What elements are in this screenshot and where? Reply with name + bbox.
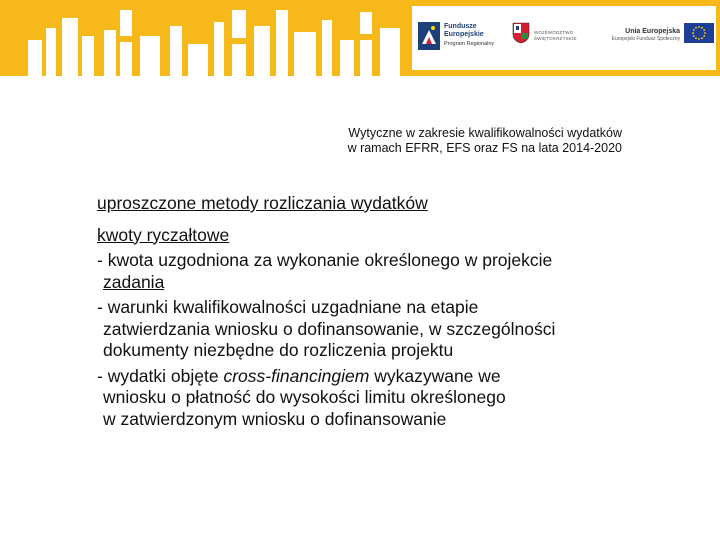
document-title [348,126,622,156]
logos-panel [412,6,716,70]
region-text [534,30,577,41]
fundusze-europejskie-text [444,23,494,48]
list-item-line: zatwierdzania wniosku o dofinansowanie, w szczególności [103,318,556,339]
section-heading: uproszczone metody rozliczania wydatków [97,193,428,213]
unia-europejska-logo [598,22,712,56]
fundusze-europejskie-logo [418,18,508,58]
list-item-line: w zatwierdzonym wniosku o dofinansowanie [103,408,447,429]
list-item [97,297,637,362]
ue-text [598,27,680,43]
coat-of-arms-icon [512,22,530,44]
document-title-line2: w ramach EFRR, EFS oraz FS na lata 2014-2020 [347,141,622,155]
list-item [97,250,637,293]
ue-line1: Unia Europejska [625,28,680,35]
subsection-heading: kwoty ryczałtowe [97,224,230,245]
slide-content [97,193,637,434]
fe-line3: Program Regionalny [444,41,495,47]
eu-flag-icon [684,23,714,43]
list-item-line: - kwota uzgodniona za wykonanie określonego w projekcie [97,250,553,270]
fe-line2: Europejskie [444,31,484,38]
ue-line2: Europejski Fundusz Społeczny [611,36,680,42]
fe-line1: Fundusze [444,23,477,30]
document-title-line1: Wytyczne w zakresie kwalifikowalności wydatków [348,126,622,140]
list-item-line [97,366,637,388]
list-item-line: wniosku o płatność do wysokości limitu określonego [103,387,506,407]
list-item-text: wykazywane we [369,365,501,386]
wojewodztwo-swietokrzyskie-logo [512,20,590,56]
list-item-line: - warunki kwalifikowalności uzgadniane na etapie [97,297,479,317]
banner-pattern-graphic [0,0,412,76]
list-item-text: - wydatki objęte [97,365,224,386]
emphasized-term: cross-financingiem [223,365,370,386]
list-item-line: dokumenty niezbędne do rozliczenia projektu [103,340,454,360]
fundusze-europejskie-emblem-icon [418,22,440,50]
list-item-line: zadania [103,271,165,292]
header-banner [0,0,720,76]
list-item [97,366,637,431]
region-line1: WOJEWÓDZTWO [534,30,574,35]
region-line2: ŚWIĘTOKRZYSKIE [534,35,577,41]
